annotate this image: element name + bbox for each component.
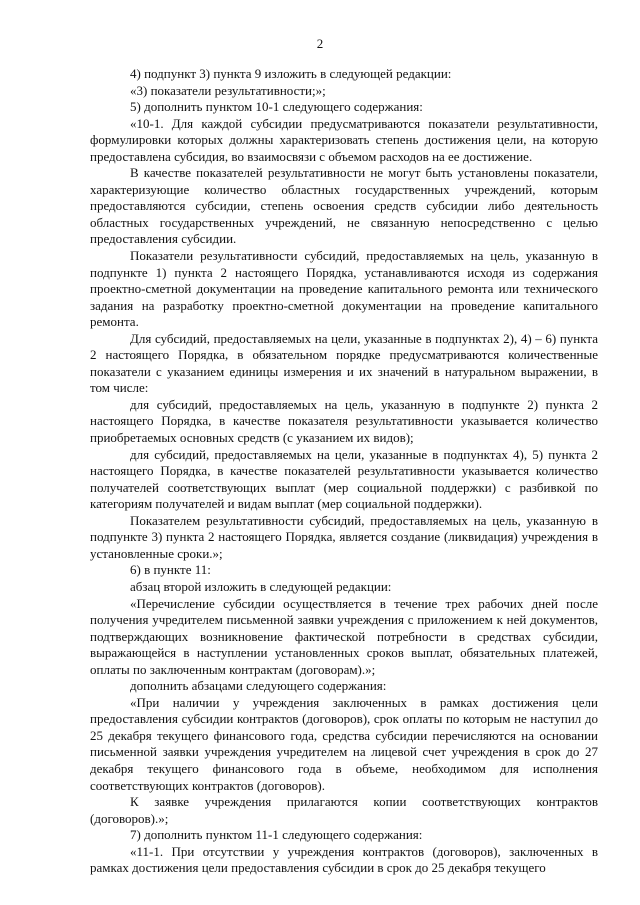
- paragraph-4: «10-1. Для каждой субсидии предусматриваются показатели результативности, формулировки которых должны характеризовать степень достижения цели, на которую предоставлена субсидия, во взаимосвязи с объемом расходов на ее достижение.: [90, 115, 598, 164]
- paragraph-15: «При наличии у учреждения заключенных в рамках достижения цели предоставления субсидии контрактов (договоров), срок оплаты по которым не наступил до 25 декабря текущего финансового года, средства субсидии перечисляются на основании письменной заявки учреждения учредителем на лицевой счет учреждения в срок до 27 декабря текущего финансового года в объеме, необходимом для исполнения соответствующих контрактов (договоров).: [90, 694, 598, 793]
- paragraph-2: «3) показатели результативности;»;: [130, 82, 326, 98]
- paragraph-16: К заявке учреждения прилагаются копии соответствующих контрактов (договоров).»;: [90, 794, 598, 826]
- paragraph-6: Показатели результативности субсидий, предоставляемых на цель, указанную в подпункте 1) пункта 2 настоящего Порядка, устанавливаются исходя из содержания проектно-сметной документации на проведение капитального ремонта или технического задания на разработку проектно-сметной документации на проведение капитального ремонта.: [90, 248, 598, 330]
- paragraph-7: Для субсидий, предоставляемых на цели, указанные в подпунктах 2), 4) – 6) пункта 2 настоящего Порядка, в обязательном порядке предусматриваются количественные показатели с указанием единицы измерения и их значений в натуральном выражении, в том числе:: [90, 330, 598, 396]
- paragraph-18: «11-1. При отсутствии у учреждения контрактов (договоров), заключенных в рамках достижения цели предоставления субсидии в срок до 25 декабря текущего: [90, 843, 598, 876]
- paragraph-3: 5) дополнить пунктом 10-1 следующего содержания:: [130, 99, 423, 115]
- paragraph-13: «Перечисление субсидии осуществляется в течение трех рабочих дней после получения учредителем письменной заявки учреждения с приложением к ней документов, подтверждающих возникновение фактической потребности в средствах субсидии, выражающейся в наступлении установленных сроков выплат, обязательных платежей, оплаты по заключенным контрактам (договорам).»;: [90, 595, 598, 677]
- paragraph-17: 7) дополнить пунктом 11-1 следующего содержания:: [130, 827, 423, 843]
- paragraph-8: для субсидий, предоставляемых на цель, указанную в подпункте 2) пункта 2 настоящего Порядка, в качестве показателя результативности указывается количество приобретаемых основных средств (с указанием их видов);: [90, 396, 598, 446]
- page-number: 2: [316, 36, 324, 51]
- document-body: [90, 66, 598, 877]
- paragraph-12: абзац второй изложить в следующей редакции:: [130, 578, 392, 594]
- paragraph-9: для субсидий, предоставляемых на цели, указанные в подпунктах 4), 5) пункта 2 настоящего Порядка, в качестве показателей результативности указывается количество получателей соответствующих выплат (мер социальной поддержки) с разбивкой по категориям получателей и видам выплат (мер социальной поддержки).: [90, 446, 598, 512]
- paragraph-5: В качестве показателей результативности не могут быть установлены показатели, характеризующие количество областных государственных учреждений, которым предоставляются субсидии, степень освоения средств субсидии либо деятельность областных государственных учреждений, не связанную непосредственно с целью предоставления субсидии.: [90, 165, 598, 247]
- paragraph-10: Показателем результативности субсидий, предоставляемых на цель, указанную в подпункте 3) пункта 2 настоящего Порядка, является создание (ликвидация) учреждения в установленные сроки.»;: [90, 512, 598, 561]
- paragraph-14: дополнить абзацами следующего содержания:: [130, 678, 387, 694]
- paragraph-1: 4) подпункт 3) пункта 9 изложить в следующей редакции:: [130, 66, 452, 81]
- paragraph-11: 6) в пункте 11:: [130, 562, 211, 578]
